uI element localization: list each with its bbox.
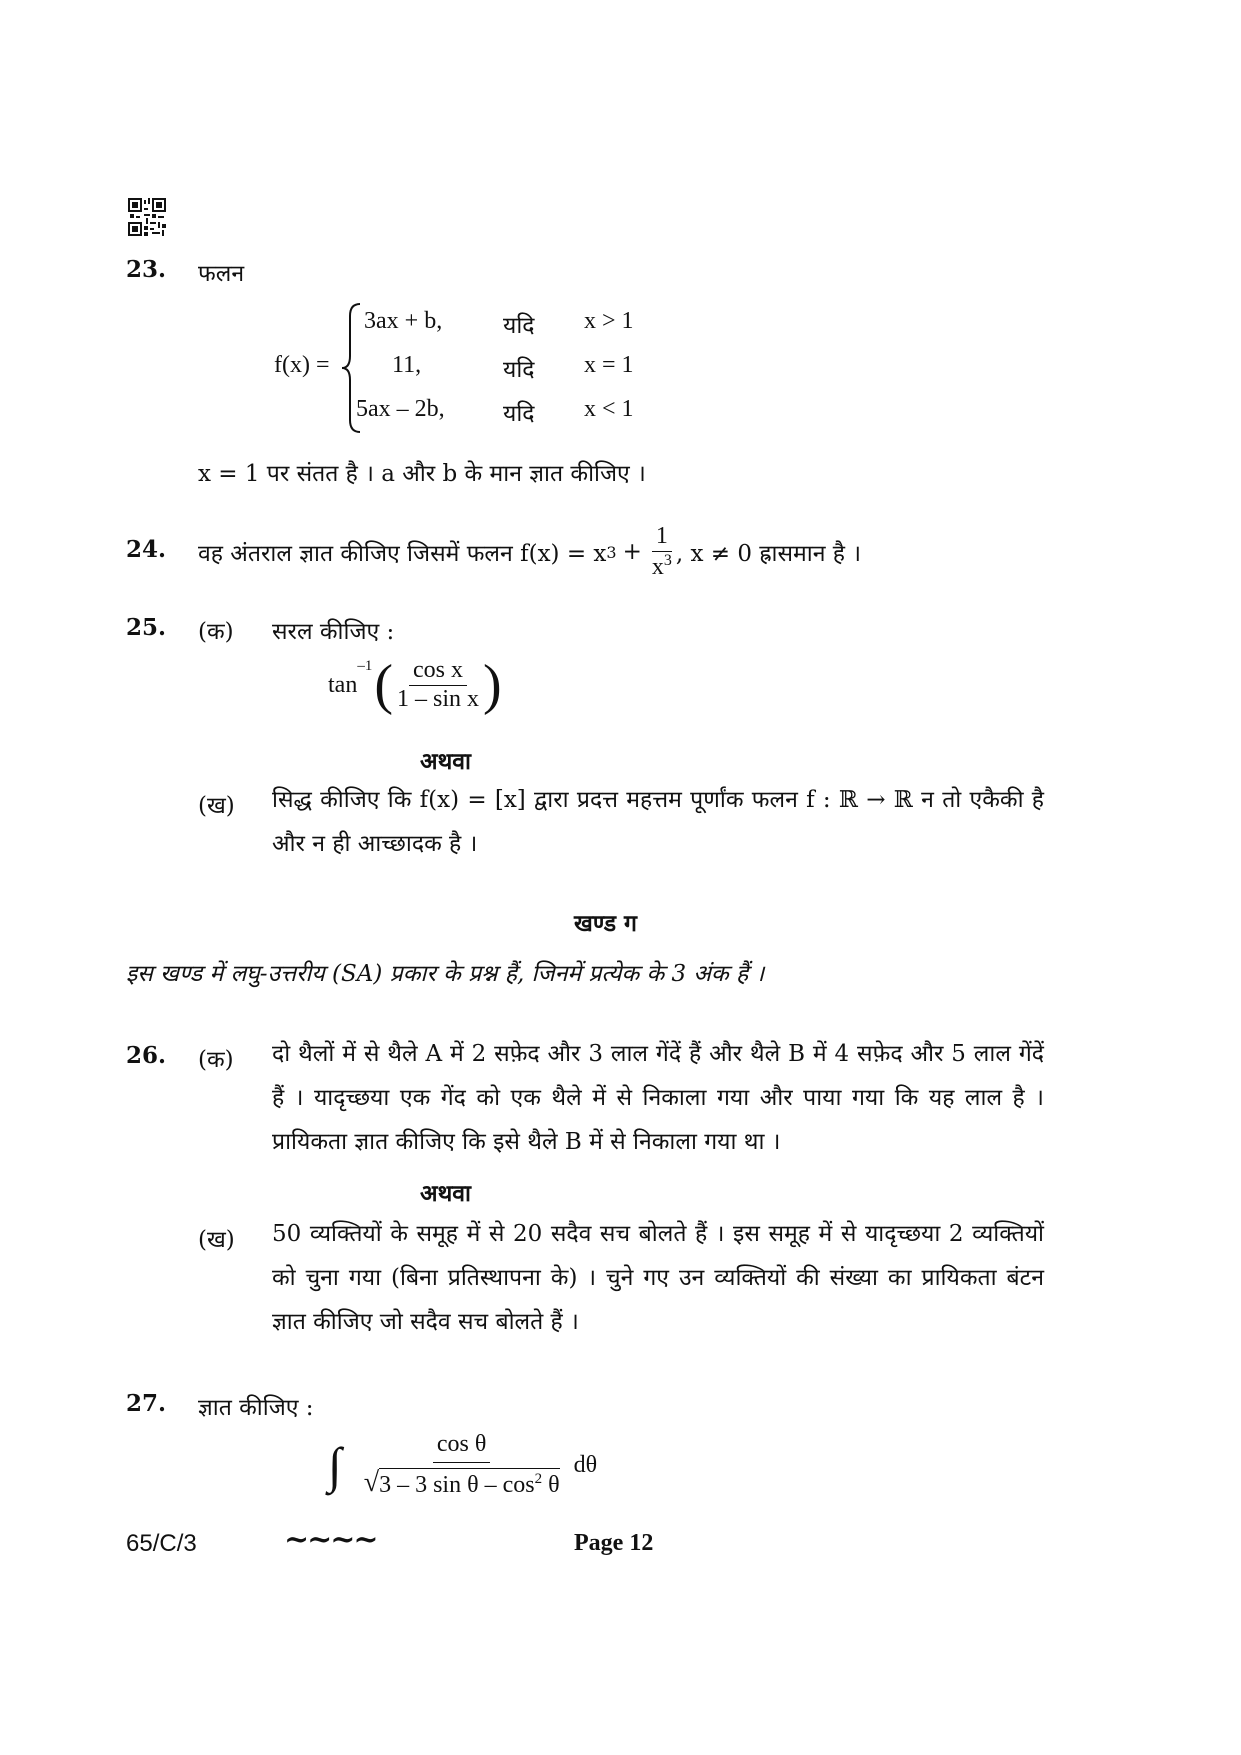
integrand-fraction	[360, 1431, 564, 1500]
case-1-expr: 3ax + b,	[364, 308, 443, 334]
integrand-denominator	[360, 1463, 564, 1499]
or-label: अथवा	[420, 1180, 472, 1207]
fraction-denominator	[648, 552, 676, 582]
question-23-intro: फलन	[198, 261, 245, 287]
question-25-part-a-text: सरल कीजिए :	[272, 619, 395, 645]
radicand	[379, 1468, 560, 1500]
case-1-word: यदि	[503, 313, 535, 339]
question-25-part-b-text: सिद्ध कीजिए कि f(x) = [x] द्वारा प्रदत्त महत्तम पूर्णांक फलन f : ℝ → ℝ न तो एकैकी है और न ही आच्छादक है ।	[272, 787, 1044, 857]
integrand-numerator: cos θ	[433, 1431, 491, 1464]
question-25-number: 25.	[126, 614, 167, 641]
radicand-exponent: 2	[534, 1470, 543, 1487]
plus-sign: +	[622, 539, 642, 565]
question-26-part-a-label: (क)	[198, 1047, 234, 1073]
case-2-condition: x = 1	[584, 352, 634, 378]
section-c-title: खण्ड ग	[574, 910, 638, 937]
case-3-expr: 5ax – 2b,	[356, 396, 445, 422]
sin-denominator: 1 – sin x	[396, 685, 479, 712]
sqrt-sign: √	[363, 1467, 380, 1499]
question-26-part-a-text: दो थैलों में से थैले A में 2 सफ़ेद और 3 लाल गेंदें हैं और थैले B में 4 सफ़ेद और 5 लाल गेंदें हैं । यादृच्छया एक गेंद को एक थैले में से निकाला गया और पाया गया कि यह लाल है । प्रायिकता ज्ञात कीजिए कि इसे थैले B में से निकाला गया था ।	[272, 1041, 1044, 1155]
case-2-expr: 11,	[392, 352, 422, 378]
case-3-word: यदि	[503, 401, 535, 427]
question-24-number: 24.	[126, 536, 167, 563]
denominator-base: x	[651, 553, 664, 580]
question-27-intro: ज्ञात कीजिए :	[198, 1395, 314, 1421]
integral-expression	[328, 1420, 597, 1510]
tilde-mark: ~~~~	[284, 1522, 377, 1557]
question-24-exponent: 3	[606, 542, 617, 562]
denominator-exponent: 3	[663, 551, 672, 569]
case-1-condition: x > 1	[584, 308, 634, 334]
question-26-part-b-label: (ख)	[198, 1227, 235, 1253]
question-24-text-before: वह अंतराल ज्ञात कीजिए जिसमें फलन f(x) = x	[198, 541, 607, 567]
cos-numerator: cos x	[409, 657, 467, 686]
radicand-main: 3 – 3 sin θ – cos	[379, 1471, 535, 1498]
question-27-number: 27.	[126, 1390, 167, 1417]
case-2-word: यदि	[503, 357, 535, 383]
section-c-subtitle: इस खण्ड में लघु-उत्तरीय (SA) प्रकार के प्रश्न हैं, जिनमें प्रत्येक के 3 अंक हैं ।	[126, 961, 765, 987]
radicand-theta: θ	[548, 1471, 560, 1498]
or-label: अथवा	[420, 748, 472, 775]
piecewise-function-label: f(x) =	[274, 352, 330, 378]
question-25-part-b-label: (ख)	[198, 793, 235, 819]
right-paren: )	[483, 654, 502, 716]
inverse-tan-expression	[328, 650, 502, 720]
question-24-text-after: , x ≠ 0 ह्रासमान है ।	[675, 541, 862, 567]
qr-code-icon	[128, 198, 166, 236]
tan-exponent: –1	[357, 658, 373, 674]
left-paren: (	[374, 654, 393, 716]
page-number: Page 12	[574, 1530, 654, 1556]
question-23-conclusion: x = 1 पर संतत है । a और b के मान ज्ञात कीजिए ।	[198, 461, 646, 487]
case-3-condition: x < 1	[584, 396, 634, 422]
reciprocal-fraction	[648, 523, 676, 581]
question-24-text	[198, 512, 861, 592]
question-23-number: 23.	[126, 256, 167, 283]
cos-over-sin-fraction	[393, 657, 483, 713]
fraction-numerator: 1	[652, 523, 672, 552]
question-26-number: 26.	[126, 1042, 167, 1069]
tan-label: tan	[328, 671, 358, 698]
d-theta: dθ	[573, 1451, 598, 1478]
question-25-part-a-label: (क)	[198, 619, 234, 645]
question-26-part-b-text: 50 व्यक्तियों के समूह में से 20 सदैव सच बोलते हैं । इस समूह में से यादृच्छया 2 व्यक्तियों को चुना गया (बिना प्रतिस्थापना के) । चुने गए उन व्यक्तियों की संख्या का प्रायिकता बंटन ज्ञात कीजिए जो सदैव सच बोलते हैं ।	[272, 1221, 1044, 1335]
integral-sign: ∫	[328, 1437, 342, 1493]
paper-code: 65/C/3	[126, 1530, 197, 1557]
